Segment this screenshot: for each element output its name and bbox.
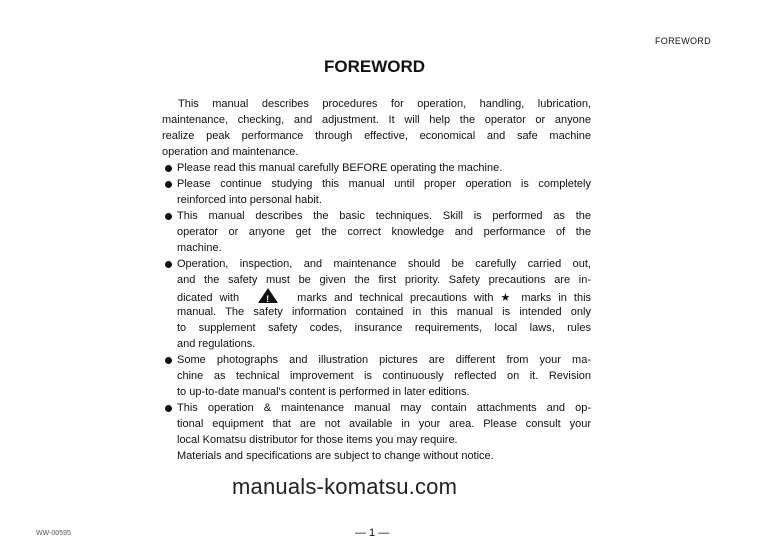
- bullet-line: reinforced into personal habit.: [177, 194, 322, 206]
- bullet-icon: [165, 213, 172, 220]
- bullet-icon: [165, 261, 172, 268]
- bullet-line: to supplement safety codes, insurance requirements, local laws, rules: [177, 322, 591, 334]
- bullet-line: This manual describes the basic techniques. Skill is performed as the: [162, 208, 591, 224]
- intro-line: This manual describes procedures for operation, handling, lubrication,: [178, 98, 591, 110]
- bullet-icon: [165, 405, 172, 412]
- bullet-icon: [165, 181, 172, 188]
- bullet-line: This operation & maintenance manual may contain attachments and op-: [162, 400, 591, 416]
- warning-triangle-icon: [258, 288, 278, 303]
- document-code: WW-00595: [36, 530, 71, 537]
- bullet-line: chine as technical improvement is continuously reflected on it. Revision: [177, 370, 591, 382]
- bullet-line: to up-to-date manual's content is performed in later editions.: [177, 386, 470, 398]
- foreword-body: [162, 96, 591, 464]
- page-number: — 1 —: [355, 527, 390, 539]
- bullet-line: tional equipment that are not available in your area. Please consult your: [177, 418, 591, 430]
- closing-note: Materials and specifications are subject to change without notice.: [177, 450, 494, 462]
- bullet-line: Please read this manual carefully BEFORE operating the machine.: [162, 160, 591, 176]
- bullet-icon: [165, 165, 172, 172]
- bullet-line: Operation, inspection, and maintenance should be carefully carried out,: [162, 256, 591, 272]
- bullet-line: dicated with ! marks and technical precautions with ★ marks in this: [162, 288, 591, 304]
- bullet-line: machine.: [177, 242, 222, 254]
- intro-line: realize peak performance through effective, economical and safe machine: [162, 130, 591, 142]
- page-title: FOREWORD: [323, 57, 426, 76]
- bullet-line: Some photographs and illustration pictures are different from your ma-: [162, 352, 591, 368]
- watermark: manuals-komatsu.com: [232, 474, 458, 499]
- bullet-icon: [165, 357, 172, 364]
- bullet-line: and regulations.: [177, 338, 256, 350]
- intro-line: maintenance, checking, and adjustment. It will help the operator or anyone: [162, 114, 591, 126]
- bullet-line: Please continue studying this manual until proper operation is completely: [162, 176, 591, 192]
- bullet-line: and the safety must be given the first priority. Safety precautions are in-: [177, 274, 591, 286]
- running-header: FOREWORD: [655, 36, 711, 46]
- bullet-line: manual. The safety information contained in this manual is intended only: [177, 306, 591, 318]
- bullet-line: operator or anyone get the correct knowledge and performance of the: [177, 226, 591, 238]
- intro-line: operation and maintenance.: [162, 146, 299, 158]
- bullet-line: local Komatsu distributor for those items you may require.: [177, 434, 458, 446]
